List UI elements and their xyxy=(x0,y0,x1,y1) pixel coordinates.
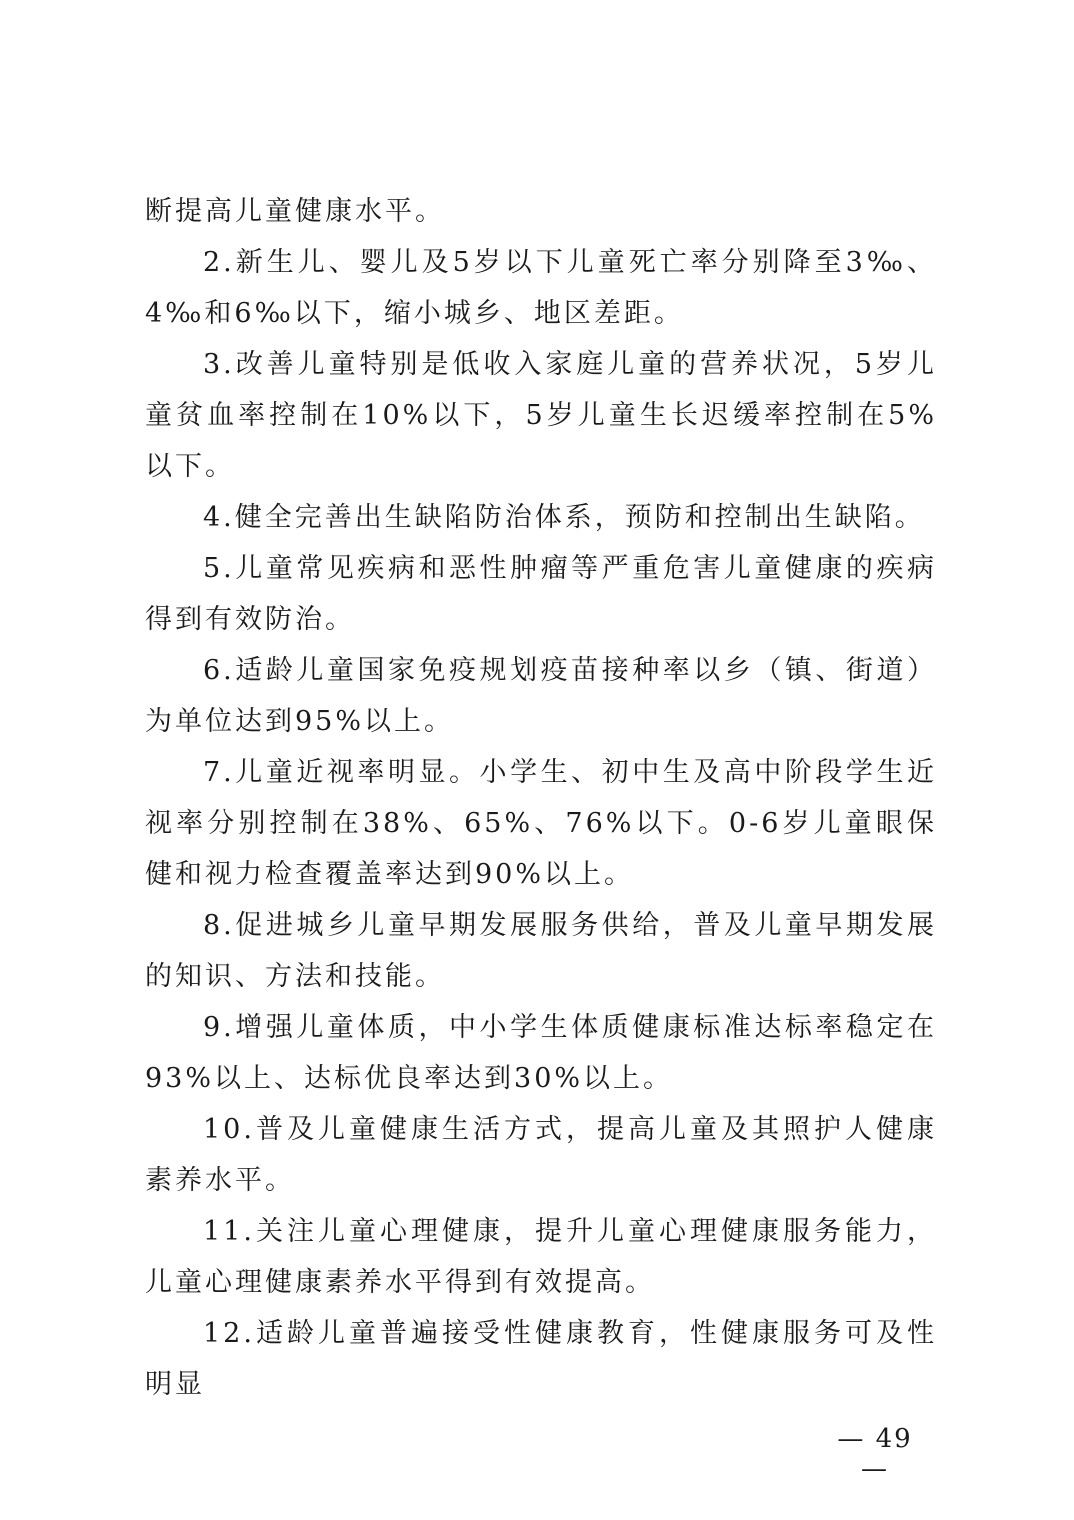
paragraph-item-12: 12.适龄儿童普遍接受性健康教育，性健康服务可及性明显 xyxy=(145,1318,937,1400)
paragraph-item-7: 7.儿童近视率明显。小学生、初中生及高中阶段学生近视率分别控制在38%、65%、76%以下。0-6岁儿童眼保健和视力检查覆盖率达到90%以上。 xyxy=(145,757,937,890)
paragraph-item-4: 4.健全完善出生缺陷防治体系，预防和控制出生缺陷。 xyxy=(203,502,925,533)
paragraph-item-6: 6.适龄儿童国家免疫规划疫苗接种率以乡（镇、街道）为单位达到95%以上。 xyxy=(145,655,937,737)
paragraph-item-10: 10.普及儿童健康生活方式，提高儿童及其照护人健康素养水平。 xyxy=(145,1114,937,1196)
paragraph-item-2: 2.新生儿、婴儿及5岁以下儿童死亡率分别降至3‰、4‰和6‰以下，缩小城乡、地区差距。 xyxy=(145,247,937,329)
page-number: — 49 — xyxy=(837,1424,913,1484)
paragraph-item-3: 3.改善儿童特别是低收入家庭儿童的营养状况，5岁儿童贫血率控制在10%以下，5岁儿童生长迟缓率控制在5%以下。 xyxy=(145,349,937,482)
paragraph-item-11: 11.关注儿童心理健康，提升儿童心理健康服务能力，儿童心理健康素养水平得到有效提高。 xyxy=(145,1216,937,1298)
paragraph-item-8: 8.促进城乡儿童早期发展服务供给，普及儿童早期发展的知识、方法和技能。 xyxy=(145,910,937,992)
paragraph-item-5: 5.儿童常见疾病和恶性肿瘤等严重危害儿童健康的疾病得到有效防治。 xyxy=(145,553,937,635)
body-text xyxy=(145,186,937,1410)
paragraph-continuation: 断提高儿童健康水平。 xyxy=(145,196,445,227)
paragraph-item-9: 9.增强儿童体质，中小学生体质健康标准达标率稳定在93%以上、达标优良率达到30%以上。 xyxy=(145,1012,937,1094)
